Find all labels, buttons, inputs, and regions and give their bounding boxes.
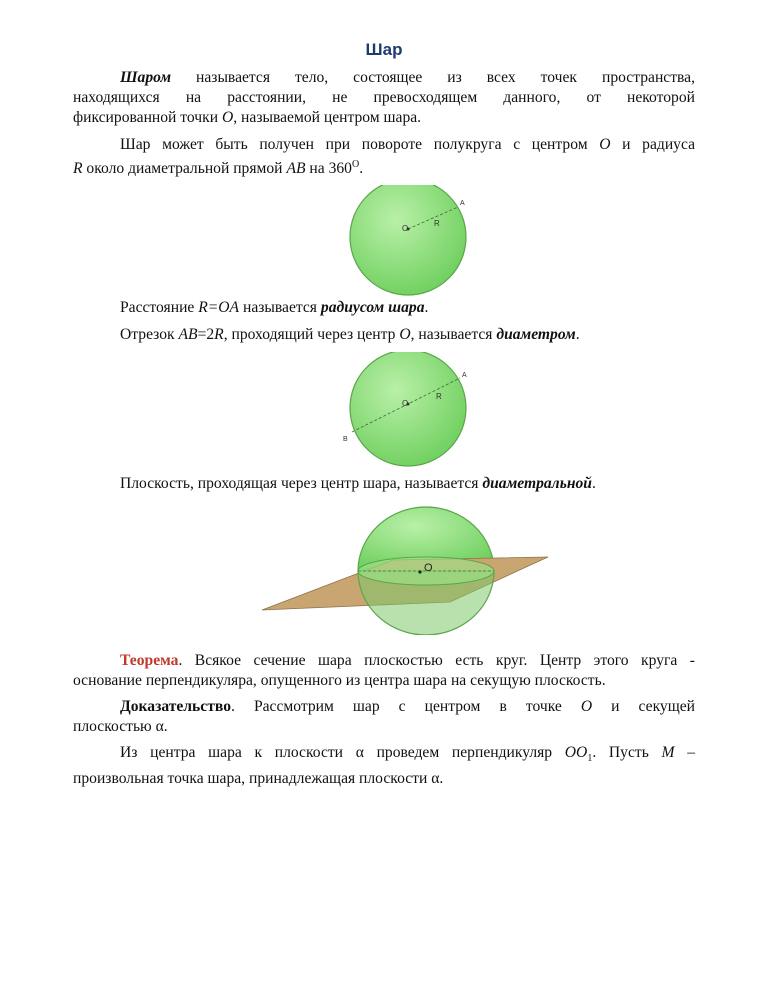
perp-text-1c: – bbox=[674, 744, 695, 761]
var-ab: AB bbox=[286, 160, 306, 178]
theorem-line-2: основание перпендикуляра, опущенного из центра шара на секущую плоскость. bbox=[73, 672, 606, 689]
sub-1: 1 bbox=[587, 753, 593, 765]
proof-text-1a: . Рассмотрим шар с центром в точке bbox=[231, 698, 581, 715]
perpendicular-line-2: произвольная точка шара, принадлежащая плоскости α. bbox=[73, 770, 444, 788]
definition-paragraph bbox=[73, 68, 695, 128]
theorem-text-1: . Всякое сечение шара плоскостью есть круг. Центр этого круга - bbox=[178, 652, 695, 669]
var-o: O bbox=[580, 698, 593, 715]
sphere-diameter-figure bbox=[330, 352, 490, 470]
definition-line-2: находящихся на расстоянии, не превосходящем данного, от некоторой bbox=[73, 89, 695, 106]
radius-text-b: называется bbox=[239, 299, 321, 316]
proof-line-1 bbox=[73, 697, 695, 717]
theorem-paragraph bbox=[73, 651, 695, 691]
diameter-text-b: , проходящий через центр bbox=[223, 326, 400, 343]
label-o: O bbox=[424, 562, 433, 574]
label-o: O bbox=[402, 224, 409, 233]
var-r: R bbox=[214, 326, 224, 343]
sphere bbox=[350, 185, 466, 295]
label-o: O bbox=[402, 399, 409, 408]
term-diametral: диаметральной bbox=[482, 475, 592, 492]
rotation-text-2b: на 360 bbox=[305, 160, 352, 178]
radius-paragraph bbox=[73, 298, 695, 318]
var-r: R bbox=[73, 160, 83, 178]
var-o: O bbox=[399, 326, 411, 343]
definition-text-1: называется тело, состоящее из всех точек пространства, bbox=[171, 69, 695, 86]
sphere bbox=[350, 352, 466, 466]
var-oo: OO bbox=[564, 744, 588, 761]
label-a: A bbox=[462, 372, 467, 379]
radius-text-c: . bbox=[424, 299, 429, 316]
label-a: A bbox=[460, 200, 465, 207]
diameter-text-c: , называется bbox=[410, 326, 497, 343]
label-r: R bbox=[434, 219, 440, 228]
diameter-text-a: Отрезок bbox=[120, 326, 179, 343]
rotation-line-2 bbox=[73, 155, 695, 179]
perpendicular-line-1 bbox=[73, 743, 695, 769]
proof-paragraph bbox=[73, 697, 695, 737]
var-o: O bbox=[221, 109, 234, 126]
definition-text-3a: фиксированной точки bbox=[73, 109, 222, 126]
diametral-text-a: Плоскость, проходящая через центр шара, называется bbox=[120, 475, 483, 492]
rotation-text-1a: Шар может быть получен при повороте полукруга с центром bbox=[120, 136, 600, 153]
label-r: R bbox=[436, 392, 442, 401]
radius-text-a: Расстояние bbox=[120, 299, 199, 316]
rotation-paragraph bbox=[73, 135, 695, 179]
diametral-plane-paragraph bbox=[73, 474, 695, 494]
label-b: B bbox=[343, 436, 348, 443]
term-radius: радиусом шара bbox=[320, 299, 425, 316]
var-o: O bbox=[599, 136, 611, 153]
perp-text-1b: . Пусть bbox=[592, 744, 662, 761]
proof-text-1b: и секущей bbox=[592, 698, 695, 715]
diametral-text-b: . bbox=[591, 475, 596, 492]
term-diameter: диаметром bbox=[496, 326, 576, 343]
sphere-radius-figure bbox=[330, 185, 490, 315]
rotation-text-2a: около диаметральной прямой bbox=[82, 160, 287, 178]
center-point bbox=[418, 570, 421, 573]
page-title: Шар bbox=[365, 40, 403, 59]
term-shar: Шаром bbox=[120, 69, 172, 86]
diameter-paragraph bbox=[73, 325, 695, 345]
rotation-text-2c: . bbox=[359, 160, 364, 178]
theorem-line-1 bbox=[73, 651, 695, 671]
radius-formula: R=OA bbox=[198, 299, 240, 316]
sphere-plane-figure bbox=[260, 505, 550, 635]
theorem-label: Теорема bbox=[120, 652, 179, 669]
var-ab: AB bbox=[178, 326, 198, 343]
perp-text-1a: Из центра шара к плоскости α проведем перпендикуляр bbox=[120, 744, 565, 761]
diameter-text-d: . bbox=[575, 326, 580, 343]
rotation-text-1b: и радиуса bbox=[610, 136, 695, 153]
definition-text-3b: , называемой центром шара. bbox=[233, 109, 422, 126]
perpendicular-paragraph bbox=[73, 743, 695, 789]
var-m: M bbox=[661, 744, 675, 761]
definition-line-1 bbox=[73, 68, 695, 88]
degree-sup: O bbox=[351, 159, 360, 170]
proof-label: Доказательство bbox=[120, 698, 231, 715]
definition-line-3 bbox=[73, 108, 695, 128]
proof-line-2: плоскостью α. bbox=[73, 718, 168, 735]
rotation-line-1 bbox=[73, 135, 695, 155]
diameter-eq: =2 bbox=[197, 326, 215, 343]
